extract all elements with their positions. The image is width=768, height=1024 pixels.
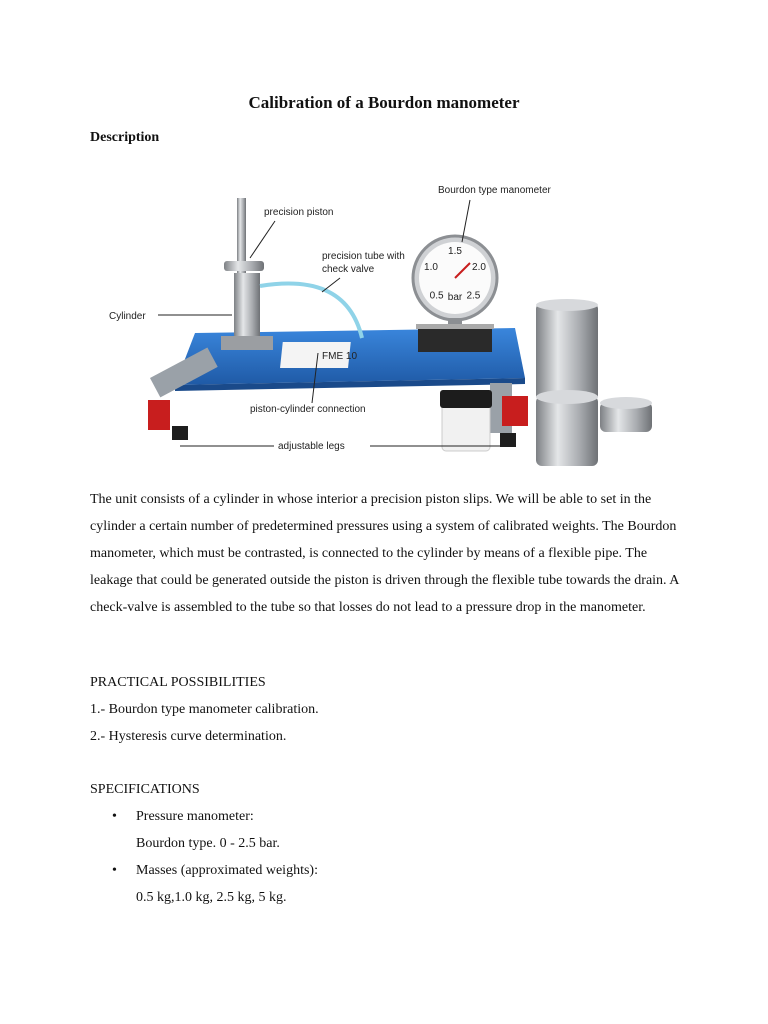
dial-number: 2.5	[466, 290, 481, 302]
specifications-title: SPECIFICATIONS	[90, 782, 200, 797]
spec-detail-masses: 0.5 kg,1.0 kg, 2.5 kg, 5 kg.	[136, 890, 287, 905]
piston-disc	[224, 261, 264, 271]
label-precision-tube-line2: check valve	[322, 264, 375, 275]
left-foot	[172, 426, 188, 440]
manometer-bracket	[416, 324, 494, 329]
mass-medium	[536, 396, 598, 466]
spec-label: Pressure manometer:	[136, 809, 254, 824]
mass-medium-top	[536, 390, 598, 404]
label-precision-piston: precision piston	[264, 207, 334, 218]
precision-tube	[260, 284, 362, 338]
dial-number: 2.0	[472, 262, 486, 274]
manometer-block	[418, 326, 492, 352]
practical-title: PRACTICAL POSSIBILITIES	[90, 675, 266, 690]
plate-label: FME 10	[322, 351, 358, 362]
spec-detail-pressure: Bourdon type. 0 - 2.5 bar.	[136, 836, 280, 851]
dial-unit: bar	[447, 292, 463, 303]
callout-bourdon-manometer	[462, 200, 470, 242]
cylinder-body	[234, 273, 260, 345]
right-foot	[500, 433, 516, 447]
mass-large-top	[536, 299, 598, 311]
mass-large	[536, 303, 598, 401]
description-paragraph: The unit consists of a cylinder in whose interior a precision piston slips. We will be able to set in the cylinder a certain number of predetermined pressures using a system of calibrated weights. The Bourdon manometer, which must be contrasted, is connected to the cylinder by means of a flexible pipe. The leakage that could be generated outside the piston is driven through the flexible tube towards the drain. A check-valve is assembled to the tube so that losses do not lead to a pressure drop in the manometer.	[90, 492, 679, 615]
practical-item-2: 2.- Hysteresis curve determination.	[90, 729, 287, 744]
spec-label: Masses (approximated weights):	[136, 863, 318, 878]
apparatus-illustration	[100, 178, 660, 478]
left-leg-cap	[148, 400, 170, 430]
bullet-glyph: •	[112, 863, 117, 878]
mass-small-top	[600, 397, 652, 409]
label-precision-tube-line1: precision tube with	[322, 251, 405, 262]
right-leg-cap	[502, 396, 528, 426]
drain-jar	[442, 403, 490, 451]
label-bourdon-manometer: Bourdon type manometer	[438, 185, 551, 196]
drain-jar-lid	[440, 390, 492, 408]
dial-number: 0.5	[429, 290, 444, 302]
spec-item-pressure	[112, 809, 254, 825]
label-adjustable-legs: adjustable legs	[278, 441, 345, 452]
practical-item-1: 1.- Bourdon type manometer calibration.	[90, 702, 319, 717]
callout-precision-tube	[322, 278, 340, 292]
cylinder-base	[221, 336, 273, 350]
callout-precision-piston	[250, 221, 275, 258]
apparatus-figure	[100, 178, 660, 478]
label-piston-cylinder-connection: piston-cylinder connection	[250, 404, 366, 415]
spec-item-masses	[112, 863, 318, 879]
bullet-glyph: •	[112, 809, 117, 824]
document-title: Calibration of a Bourdon manometer	[248, 93, 520, 112]
description-heading: Description	[90, 130, 160, 145]
dial-number: 1.5	[448, 246, 462, 257]
label-cylinder: Cylinder	[109, 311, 146, 322]
dial-number: 1.0	[424, 262, 438, 274]
